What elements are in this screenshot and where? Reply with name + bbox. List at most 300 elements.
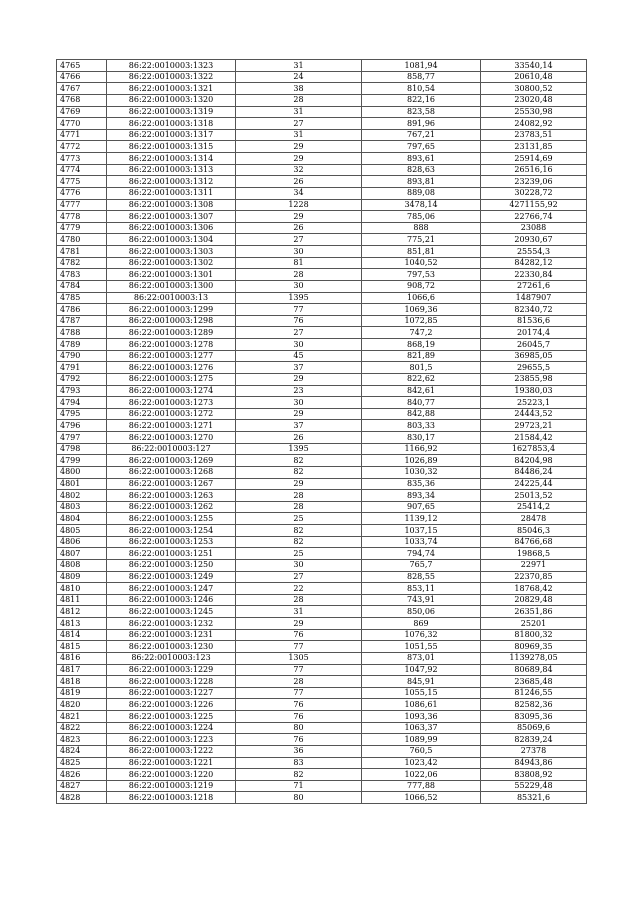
table-row bbox=[57, 583, 587, 595]
value-cell: 84204,98 bbox=[481, 455, 587, 467]
area-cell: 30 bbox=[236, 246, 362, 258]
rate-cell: 785,06 bbox=[362, 211, 481, 223]
area-cell: 82 bbox=[236, 455, 362, 467]
area-cell: 22 bbox=[236, 583, 362, 595]
rate-cell: 747,2 bbox=[362, 327, 481, 339]
area-cell: 76 bbox=[236, 699, 362, 711]
rate-cell: 1040,52 bbox=[362, 257, 481, 269]
table-row bbox=[57, 176, 587, 188]
row-number-cell: 4807 bbox=[57, 548, 107, 560]
cadastral-number-cell: 86:22:0010003:1319 bbox=[107, 106, 236, 118]
table-row bbox=[57, 141, 587, 153]
rate-cell: 873,01 bbox=[362, 652, 481, 664]
row-number-cell: 4795 bbox=[57, 408, 107, 420]
area-cell: 38 bbox=[236, 83, 362, 95]
value-cell: 28478 bbox=[481, 513, 587, 525]
table-row bbox=[57, 455, 587, 467]
cadastral-number-cell: 86:22:0010003:1302 bbox=[107, 257, 236, 269]
row-number-cell: 4765 bbox=[57, 60, 107, 72]
rate-cell: 1051,55 bbox=[362, 641, 481, 653]
rate-cell: 797,65 bbox=[362, 141, 481, 153]
value-cell: 82839,24 bbox=[481, 734, 587, 746]
cadastral-number-cell: 86:22:0010003:1315 bbox=[107, 141, 236, 153]
cadastral-number-cell: 86:22:0010003:123 bbox=[107, 652, 236, 664]
rate-cell: 3478,14 bbox=[362, 199, 481, 211]
row-number-cell: 4770 bbox=[57, 118, 107, 130]
row-number-cell: 4794 bbox=[57, 397, 107, 409]
value-cell: 83095,36 bbox=[481, 711, 587, 723]
table-row bbox=[57, 199, 587, 211]
value-cell: 22971 bbox=[481, 559, 587, 571]
area-cell: 82 bbox=[236, 536, 362, 548]
value-cell: 84766,68 bbox=[481, 536, 587, 548]
row-number-cell: 4793 bbox=[57, 385, 107, 397]
data-table-body bbox=[57, 60, 587, 804]
rate-cell: 1093,36 bbox=[362, 711, 481, 723]
rate-cell: 1066,6 bbox=[362, 292, 481, 304]
row-number-cell: 4781 bbox=[57, 246, 107, 258]
row-number-cell: 4774 bbox=[57, 164, 107, 176]
table-row bbox=[57, 676, 587, 688]
table-row bbox=[57, 280, 587, 292]
table-row bbox=[57, 466, 587, 478]
cadastral-number-cell: 86:22:0010003:1267 bbox=[107, 478, 236, 490]
cadastral-number-cell: 86:22:0010003:1277 bbox=[107, 350, 236, 362]
value-cell: 25530,98 bbox=[481, 106, 587, 118]
rate-cell: 775,21 bbox=[362, 234, 481, 246]
cadastral-number-cell: 86:22:0010003:1322 bbox=[107, 71, 236, 83]
area-cell: 29 bbox=[236, 211, 362, 223]
row-number-cell: 4796 bbox=[57, 420, 107, 432]
row-number-cell: 4799 bbox=[57, 455, 107, 467]
row-number-cell: 4816 bbox=[57, 652, 107, 664]
rate-cell: 828,63 bbox=[362, 164, 481, 176]
rate-cell: 823,58 bbox=[362, 106, 481, 118]
table-row bbox=[57, 513, 587, 525]
row-number-cell: 4783 bbox=[57, 269, 107, 281]
cadastral-number-cell: 86:22:0010003:1289 bbox=[107, 327, 236, 339]
area-cell: 31 bbox=[236, 129, 362, 141]
table-row bbox=[57, 711, 587, 723]
rate-cell: 1055,15 bbox=[362, 687, 481, 699]
rate-cell: 821,89 bbox=[362, 350, 481, 362]
value-cell: 33540,14 bbox=[481, 60, 587, 72]
cadastral-number-cell: 86:22:0010003:1307 bbox=[107, 211, 236, 223]
area-cell: 29 bbox=[236, 478, 362, 490]
table-row bbox=[57, 315, 587, 327]
cadastral-number-cell: 86:22:0010003:1221 bbox=[107, 757, 236, 769]
cadastral-number-cell: 86:22:0010003:1245 bbox=[107, 606, 236, 618]
cadastral-number-cell: 86:22:0010003:1225 bbox=[107, 711, 236, 723]
table-row bbox=[57, 618, 587, 630]
area-cell: 76 bbox=[236, 711, 362, 723]
table-row bbox=[57, 129, 587, 141]
cadastral-number-cell: 86:22:0010003:1255 bbox=[107, 513, 236, 525]
area-cell: 1395 bbox=[236, 443, 362, 455]
value-cell: 85321,6 bbox=[481, 792, 587, 804]
row-number-cell: 4828 bbox=[57, 792, 107, 804]
rate-cell: 1076,32 bbox=[362, 629, 481, 641]
area-cell: 77 bbox=[236, 304, 362, 316]
table-row bbox=[57, 722, 587, 734]
rate-cell: 1081,94 bbox=[362, 60, 481, 72]
row-number-cell: 4780 bbox=[57, 234, 107, 246]
table-row bbox=[57, 106, 587, 118]
rate-cell: 851,81 bbox=[362, 246, 481, 258]
row-number-cell: 4790 bbox=[57, 350, 107, 362]
cadastral-number-cell: 86:22:0010003:1250 bbox=[107, 559, 236, 571]
value-cell: 82340,72 bbox=[481, 304, 587, 316]
area-cell: 45 bbox=[236, 350, 362, 362]
cadastral-number-cell: 86:22:0010003:1246 bbox=[107, 594, 236, 606]
value-cell: 30800,52 bbox=[481, 83, 587, 95]
cadastral-number-cell: 86:22:0010003:1270 bbox=[107, 432, 236, 444]
rate-cell: 767,21 bbox=[362, 129, 481, 141]
table-row bbox=[57, 745, 587, 757]
value-cell: 22370,85 bbox=[481, 571, 587, 583]
row-number-cell: 4779 bbox=[57, 222, 107, 234]
value-cell: 84282,12 bbox=[481, 257, 587, 269]
row-number-cell: 4787 bbox=[57, 315, 107, 327]
table-row bbox=[57, 687, 587, 699]
rate-cell: 1166,92 bbox=[362, 443, 481, 455]
cadastral-number-cell: 86:22:0010003:1321 bbox=[107, 83, 236, 95]
value-cell: 82582,36 bbox=[481, 699, 587, 711]
cadastral-number-cell: 86:22:0010003:1254 bbox=[107, 525, 236, 537]
rate-cell: 1047,92 bbox=[362, 664, 481, 676]
table-row bbox=[57, 536, 587, 548]
area-cell: 37 bbox=[236, 362, 362, 374]
row-number-cell: 4773 bbox=[57, 153, 107, 165]
area-cell: 28 bbox=[236, 490, 362, 502]
cadastral-number-cell: 86:22:0010003:1306 bbox=[107, 222, 236, 234]
row-number-cell: 4809 bbox=[57, 571, 107, 583]
rate-cell: 842,61 bbox=[362, 385, 481, 397]
cadastral-number-cell: 86:22:0010003:1253 bbox=[107, 536, 236, 548]
table-row bbox=[57, 652, 587, 664]
area-cell: 76 bbox=[236, 315, 362, 327]
rate-cell: 801,5 bbox=[362, 362, 481, 374]
row-number-cell: 4775 bbox=[57, 176, 107, 188]
value-cell: 23239,06 bbox=[481, 176, 587, 188]
cadastral-number-cell: 86:22:0010003:1300 bbox=[107, 280, 236, 292]
row-number-cell: 4820 bbox=[57, 699, 107, 711]
area-cell: 31 bbox=[236, 60, 362, 72]
table-row bbox=[57, 478, 587, 490]
table-row bbox=[57, 385, 587, 397]
row-number-cell: 4818 bbox=[57, 676, 107, 688]
row-number-cell: 4813 bbox=[57, 618, 107, 630]
cadastral-number-cell: 86:22:0010003:1323 bbox=[107, 60, 236, 72]
value-cell: 20174,4 bbox=[481, 327, 587, 339]
area-cell: 77 bbox=[236, 687, 362, 699]
row-number-cell: 4778 bbox=[57, 211, 107, 223]
cadastral-number-cell: 86:22:0010003:1251 bbox=[107, 548, 236, 560]
cadastral-number-cell: 86:22:0010003:1262 bbox=[107, 501, 236, 513]
table-row bbox=[57, 257, 587, 269]
area-cell: 29 bbox=[236, 141, 362, 153]
area-cell: 29 bbox=[236, 373, 362, 385]
row-number-cell: 4812 bbox=[57, 606, 107, 618]
area-cell: 30 bbox=[236, 280, 362, 292]
cadastral-number-cell: 86:22:0010003:1273 bbox=[107, 397, 236, 409]
area-cell: 30 bbox=[236, 559, 362, 571]
row-number-cell: 4788 bbox=[57, 327, 107, 339]
row-number-cell: 4805 bbox=[57, 525, 107, 537]
rate-cell: 830,17 bbox=[362, 432, 481, 444]
cadastral-number-cell: 86:22:0010003:1263 bbox=[107, 490, 236, 502]
value-cell: 18768,42 bbox=[481, 583, 587, 595]
cadastral-number-cell: 86:22:0010003:1224 bbox=[107, 722, 236, 734]
area-cell: 27 bbox=[236, 118, 362, 130]
table-row bbox=[57, 408, 587, 420]
value-cell: 1487907 bbox=[481, 292, 587, 304]
table-row bbox=[57, 327, 587, 339]
value-cell: 25554,3 bbox=[481, 246, 587, 258]
cadastral-number-cell: 86:22:0010003:13 bbox=[107, 292, 236, 304]
rate-cell: 794,74 bbox=[362, 548, 481, 560]
rate-cell: 893,81 bbox=[362, 176, 481, 188]
value-cell: 23783,51 bbox=[481, 129, 587, 141]
area-cell: 27 bbox=[236, 234, 362, 246]
value-cell: 1627853,4 bbox=[481, 443, 587, 455]
value-cell: 25201 bbox=[481, 618, 587, 630]
row-number-cell: 4785 bbox=[57, 292, 107, 304]
row-number-cell: 4777 bbox=[57, 199, 107, 211]
cadastral-number-cell: 86:22:0010003:1229 bbox=[107, 664, 236, 676]
rate-cell: 1037,15 bbox=[362, 525, 481, 537]
cadastral-number-cell: 86:22:0010003:1311 bbox=[107, 187, 236, 199]
area-cell: 29 bbox=[236, 408, 362, 420]
row-number-cell: 4776 bbox=[57, 187, 107, 199]
row-number-cell: 4797 bbox=[57, 432, 107, 444]
table-row bbox=[57, 83, 587, 95]
rate-cell: 1066,52 bbox=[362, 792, 481, 804]
table-row bbox=[57, 606, 587, 618]
value-cell: 26045,7 bbox=[481, 339, 587, 351]
value-cell: 23020,48 bbox=[481, 94, 587, 106]
table-row bbox=[57, 664, 587, 676]
table-row bbox=[57, 699, 587, 711]
row-number-cell: 4792 bbox=[57, 373, 107, 385]
value-cell: 23131,85 bbox=[481, 141, 587, 153]
row-number-cell: 4786 bbox=[57, 304, 107, 316]
table-row bbox=[57, 292, 587, 304]
table-row bbox=[57, 94, 587, 106]
area-cell: 36 bbox=[236, 745, 362, 757]
cadastral-number-cell: 86:22:0010003:1249 bbox=[107, 571, 236, 583]
area-cell: 34 bbox=[236, 187, 362, 199]
table-row bbox=[57, 397, 587, 409]
cadastral-number-cell: 86:22:0010003:1219 bbox=[107, 780, 236, 792]
value-cell: 81800,32 bbox=[481, 629, 587, 641]
rate-cell: 869 bbox=[362, 618, 481, 630]
value-cell: 4271155,92 bbox=[481, 199, 587, 211]
table-row bbox=[57, 548, 587, 560]
value-cell: 81246,55 bbox=[481, 687, 587, 699]
row-number-cell: 4801 bbox=[57, 478, 107, 490]
table-row bbox=[57, 362, 587, 374]
value-cell: 29723,21 bbox=[481, 420, 587, 432]
area-cell: 30 bbox=[236, 397, 362, 409]
area-cell: 1395 bbox=[236, 292, 362, 304]
value-cell: 20930,67 bbox=[481, 234, 587, 246]
table-row bbox=[57, 373, 587, 385]
value-cell: 85069,6 bbox=[481, 722, 587, 734]
area-cell: 1228 bbox=[236, 199, 362, 211]
value-cell: 30228,72 bbox=[481, 187, 587, 199]
value-cell: 23088 bbox=[481, 222, 587, 234]
cadastral-number-cell: 86:22:0010003:1272 bbox=[107, 408, 236, 420]
value-cell: 22330,84 bbox=[481, 269, 587, 281]
rate-cell: 743,91 bbox=[362, 594, 481, 606]
rate-cell: 1026,89 bbox=[362, 455, 481, 467]
table-row bbox=[57, 350, 587, 362]
cadastral-number-cell: 86:22:0010003:1227 bbox=[107, 687, 236, 699]
row-number-cell: 4769 bbox=[57, 106, 107, 118]
table-row bbox=[57, 304, 587, 316]
value-cell: 27261,6 bbox=[481, 280, 587, 292]
row-number-cell: 4814 bbox=[57, 629, 107, 641]
cadastral-number-cell: 86:22:0010003:1231 bbox=[107, 629, 236, 641]
rate-cell: 888 bbox=[362, 222, 481, 234]
value-cell: 24225,44 bbox=[481, 478, 587, 490]
area-cell: 81 bbox=[236, 257, 362, 269]
area-cell: 82 bbox=[236, 466, 362, 478]
area-cell: 28 bbox=[236, 269, 362, 281]
row-number-cell: 4804 bbox=[57, 513, 107, 525]
value-cell: 19868,5 bbox=[481, 548, 587, 560]
area-cell: 77 bbox=[236, 664, 362, 676]
row-number-cell: 4789 bbox=[57, 339, 107, 351]
area-cell: 82 bbox=[236, 769, 362, 781]
table-row bbox=[57, 222, 587, 234]
row-number-cell: 4784 bbox=[57, 280, 107, 292]
row-number-cell: 4768 bbox=[57, 94, 107, 106]
rate-cell: 1139,12 bbox=[362, 513, 481, 525]
cadastral-number-cell: 86:22:0010003:1320 bbox=[107, 94, 236, 106]
cadastral-number-cell: 86:22:0010003:1228 bbox=[107, 676, 236, 688]
cadastral-number-cell: 86:22:0010003:1312 bbox=[107, 176, 236, 188]
area-cell: 25 bbox=[236, 548, 362, 560]
row-number-cell: 4766 bbox=[57, 71, 107, 83]
value-cell: 20829,48 bbox=[481, 594, 587, 606]
rate-cell: 868,19 bbox=[362, 339, 481, 351]
table-row bbox=[57, 757, 587, 769]
table-row bbox=[57, 734, 587, 746]
cadastral-number-cell: 86:22:0010003:1247 bbox=[107, 583, 236, 595]
rate-cell: 1086,61 bbox=[362, 699, 481, 711]
area-cell: 28 bbox=[236, 676, 362, 688]
cadastral-number-cell: 86:22:0010003:1276 bbox=[107, 362, 236, 374]
cadastral-number-cell: 86:22:0010003:1230 bbox=[107, 641, 236, 653]
table-row bbox=[57, 432, 587, 444]
area-cell: 24 bbox=[236, 71, 362, 83]
row-number-cell: 4798 bbox=[57, 443, 107, 455]
rate-cell: 1030,32 bbox=[362, 466, 481, 478]
rate-cell: 1063,37 bbox=[362, 722, 481, 734]
row-number-cell: 4772 bbox=[57, 141, 107, 153]
rate-cell: 907,65 bbox=[362, 501, 481, 513]
area-cell: 31 bbox=[236, 106, 362, 118]
rate-cell: 858,77 bbox=[362, 71, 481, 83]
value-cell: 27378 bbox=[481, 745, 587, 757]
rate-cell: 765,7 bbox=[362, 559, 481, 571]
rate-cell: 908,72 bbox=[362, 280, 481, 292]
value-cell: 22766,74 bbox=[481, 211, 587, 223]
value-cell: 24443,52 bbox=[481, 408, 587, 420]
cadastral-number-cell: 86:22:0010003:1301 bbox=[107, 269, 236, 281]
row-number-cell: 4826 bbox=[57, 769, 107, 781]
area-cell: 31 bbox=[236, 606, 362, 618]
row-number-cell: 4825 bbox=[57, 757, 107, 769]
table-row bbox=[57, 187, 587, 199]
rate-cell: 1072,85 bbox=[362, 315, 481, 327]
cadastral-number-cell: 86:22:0010003:1269 bbox=[107, 455, 236, 467]
value-cell: 25223,1 bbox=[481, 397, 587, 409]
cadastral-number-cell: 86:22:0010003:1274 bbox=[107, 385, 236, 397]
cadastral-number-cell: 86:22:0010003:1278 bbox=[107, 339, 236, 351]
table-row bbox=[57, 792, 587, 804]
rate-cell: 1033,74 bbox=[362, 536, 481, 548]
value-cell: 25414,2 bbox=[481, 501, 587, 513]
rate-cell: 760,5 bbox=[362, 745, 481, 757]
value-cell: 26516,16 bbox=[481, 164, 587, 176]
value-cell: 25013,52 bbox=[481, 490, 587, 502]
value-cell: 84943,86 bbox=[481, 757, 587, 769]
cadastral-number-cell: 86:22:0010003:1218 bbox=[107, 792, 236, 804]
value-cell: 80969,35 bbox=[481, 641, 587, 653]
row-number-cell: 4782 bbox=[57, 257, 107, 269]
row-number-cell: 4800 bbox=[57, 466, 107, 478]
area-cell: 26 bbox=[236, 222, 362, 234]
table-row bbox=[57, 571, 587, 583]
table-row bbox=[57, 780, 587, 792]
area-cell: 28 bbox=[236, 94, 362, 106]
rate-cell: 893,61 bbox=[362, 153, 481, 165]
table-row bbox=[57, 641, 587, 653]
table-row bbox=[57, 629, 587, 641]
area-cell: 27 bbox=[236, 571, 362, 583]
rate-cell: 1023,42 bbox=[362, 757, 481, 769]
row-number-cell: 4811 bbox=[57, 594, 107, 606]
rate-cell: 842,88 bbox=[362, 408, 481, 420]
row-number-cell: 4827 bbox=[57, 780, 107, 792]
cadastral-number-cell: 86:22:0010003:1318 bbox=[107, 118, 236, 130]
rate-cell: 822,16 bbox=[362, 94, 481, 106]
area-cell: 71 bbox=[236, 780, 362, 792]
value-cell: 23685,48 bbox=[481, 676, 587, 688]
value-cell: 25914,69 bbox=[481, 153, 587, 165]
rate-cell: 828,55 bbox=[362, 571, 481, 583]
area-cell: 30 bbox=[236, 339, 362, 351]
value-cell: 20610,48 bbox=[481, 71, 587, 83]
row-number-cell: 4824 bbox=[57, 745, 107, 757]
area-cell: 77 bbox=[236, 641, 362, 653]
row-number-cell: 4808 bbox=[57, 559, 107, 571]
cadastral-number-cell: 86:22:0010003:1317 bbox=[107, 129, 236, 141]
cadastral-number-cell: 86:22:0010003:1220 bbox=[107, 769, 236, 781]
cadastral-number-cell: 86:22:0010003:127 bbox=[107, 443, 236, 455]
value-cell: 1139278,05 bbox=[481, 652, 587, 664]
value-cell: 83808,92 bbox=[481, 769, 587, 781]
rate-cell: 822,62 bbox=[362, 373, 481, 385]
value-cell: 85046,3 bbox=[481, 525, 587, 537]
cadastral-number-cell: 86:22:0010003:1232 bbox=[107, 618, 236, 630]
row-number-cell: 4806 bbox=[57, 536, 107, 548]
rate-cell: 850,06 bbox=[362, 606, 481, 618]
table-row bbox=[57, 339, 587, 351]
